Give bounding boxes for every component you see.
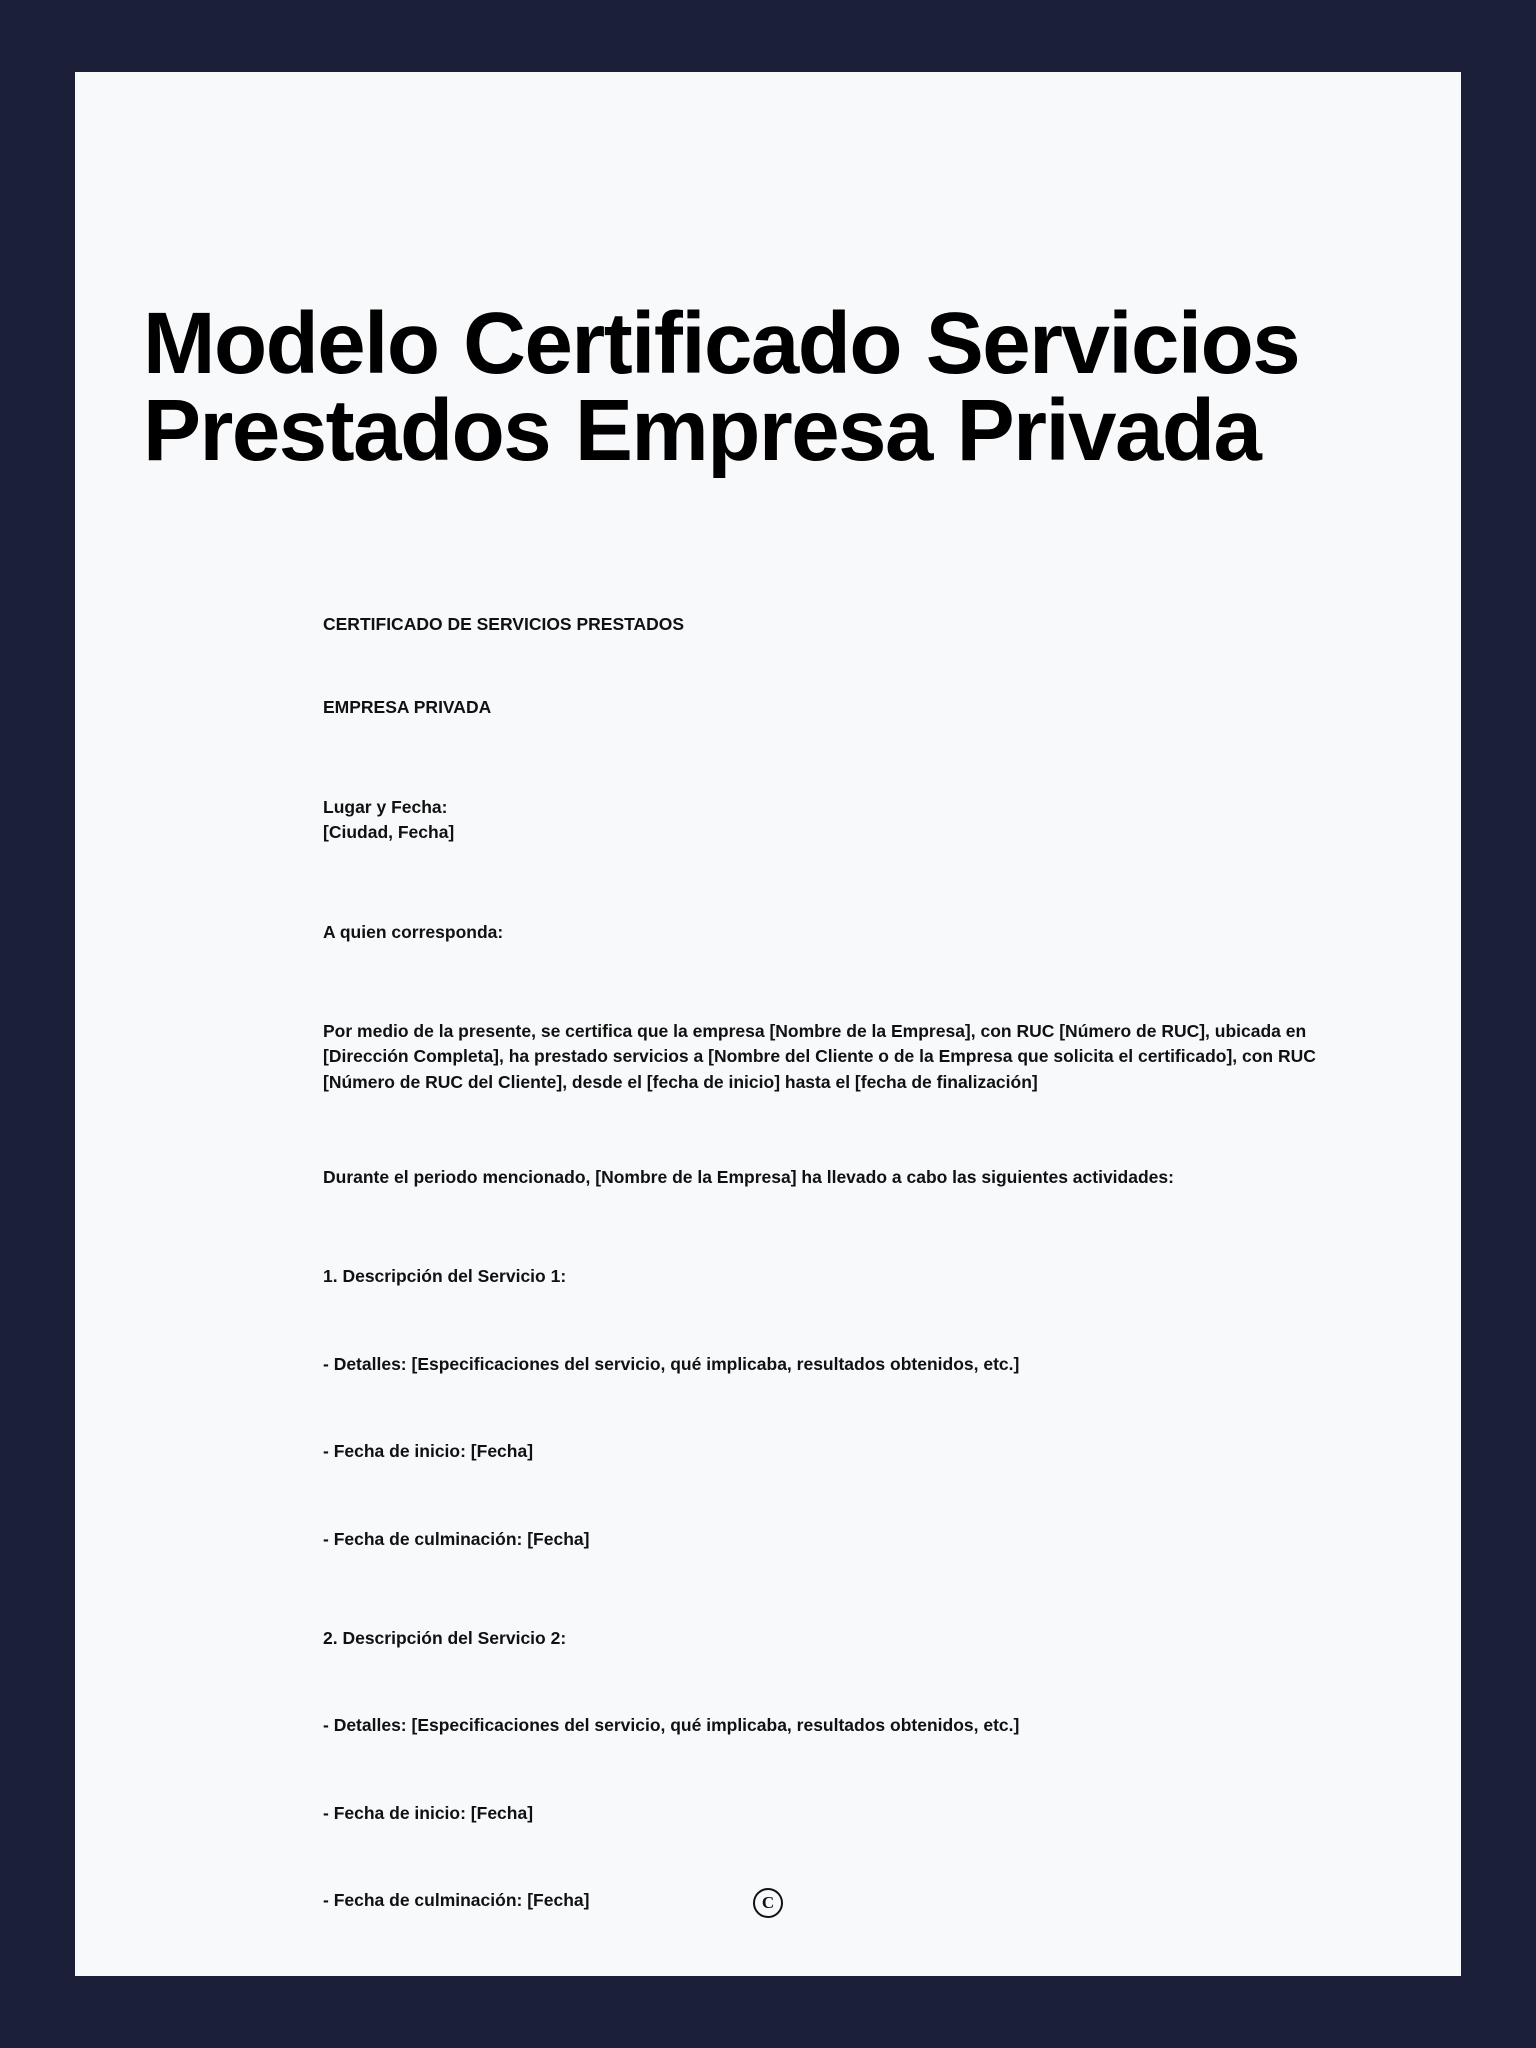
spacer xyxy=(323,1377,1363,1439)
footer xyxy=(75,1888,1461,1918)
service-1-start-date: - Fecha de inicio: [Fecha] xyxy=(323,1441,534,1462)
spacer xyxy=(323,1651,1363,1713)
service-2-title: 2. Descripción del Servicio 2: xyxy=(323,1627,567,1648)
place-date-label: Lugar y Fecha: xyxy=(323,796,448,817)
spacer xyxy=(323,1826,1363,1888)
spacer xyxy=(323,637,1363,695)
service-2-end-date: - Fecha de culminación: [Fecha] xyxy=(323,1890,590,1910)
spacer xyxy=(323,1290,1363,1352)
document-body xyxy=(323,612,1363,1913)
copyright-icon: C xyxy=(753,1888,783,1918)
service-1-end-date: - Fecha de culminación: [Fecha] xyxy=(323,1528,590,1549)
service-1-details: - Detalles: [Especificaciones del servicio, qué implicaba, resultados obtenidos, etc.] xyxy=(323,1353,1020,1374)
spacer xyxy=(323,846,1363,920)
spacer xyxy=(323,1739,1363,1801)
document-page xyxy=(75,72,1461,1976)
service-2-start-date: - Fecha de inicio: [Fecha] xyxy=(323,1802,534,1823)
spacer xyxy=(323,1095,1363,1165)
spacer xyxy=(323,1552,1363,1626)
service-2-details: - Detalles: [Especificaciones del servicio, qué implicaba, resultados obtenidos, etc.] xyxy=(323,1715,1020,1736)
spacer xyxy=(323,1190,1363,1264)
spacer xyxy=(323,1465,1363,1527)
activities-intro: Durante el periodo mencionado, [Nombre de la Empresa] ha llevado a cabo las siguientes actividades: xyxy=(323,1167,1174,1187)
service-1-title: 1. Descripción del Servicio 1: xyxy=(323,1266,567,1287)
certificate-heading: CERTIFICADO DE SERVICIOS PRESTADOS xyxy=(323,614,685,634)
salutation: A quien corresponda: xyxy=(323,921,504,942)
page-title: Modelo Certificado Servicios Prestados Empresa Privada xyxy=(143,295,1300,479)
company-type-heading: EMPRESA PRIVADA xyxy=(323,697,492,718)
place-date-value: [Ciudad, Fecha] xyxy=(323,822,455,843)
spacer xyxy=(323,721,1363,795)
spacer xyxy=(323,945,1363,1019)
intro-paragraph: Por medio de la presente, se certifica que la empresa [Nombre de la Empresa], con RUC [Número de RUC], ubicada en [Dirección Completa], ha prestado servicios a [Nombre del Cliente o de la Empresa que solicita el certificado], con RUC [Número de RUC del Cliente], desde el [fecha de inicio] hasta el [fecha de finalización] xyxy=(323,1020,1316,1092)
